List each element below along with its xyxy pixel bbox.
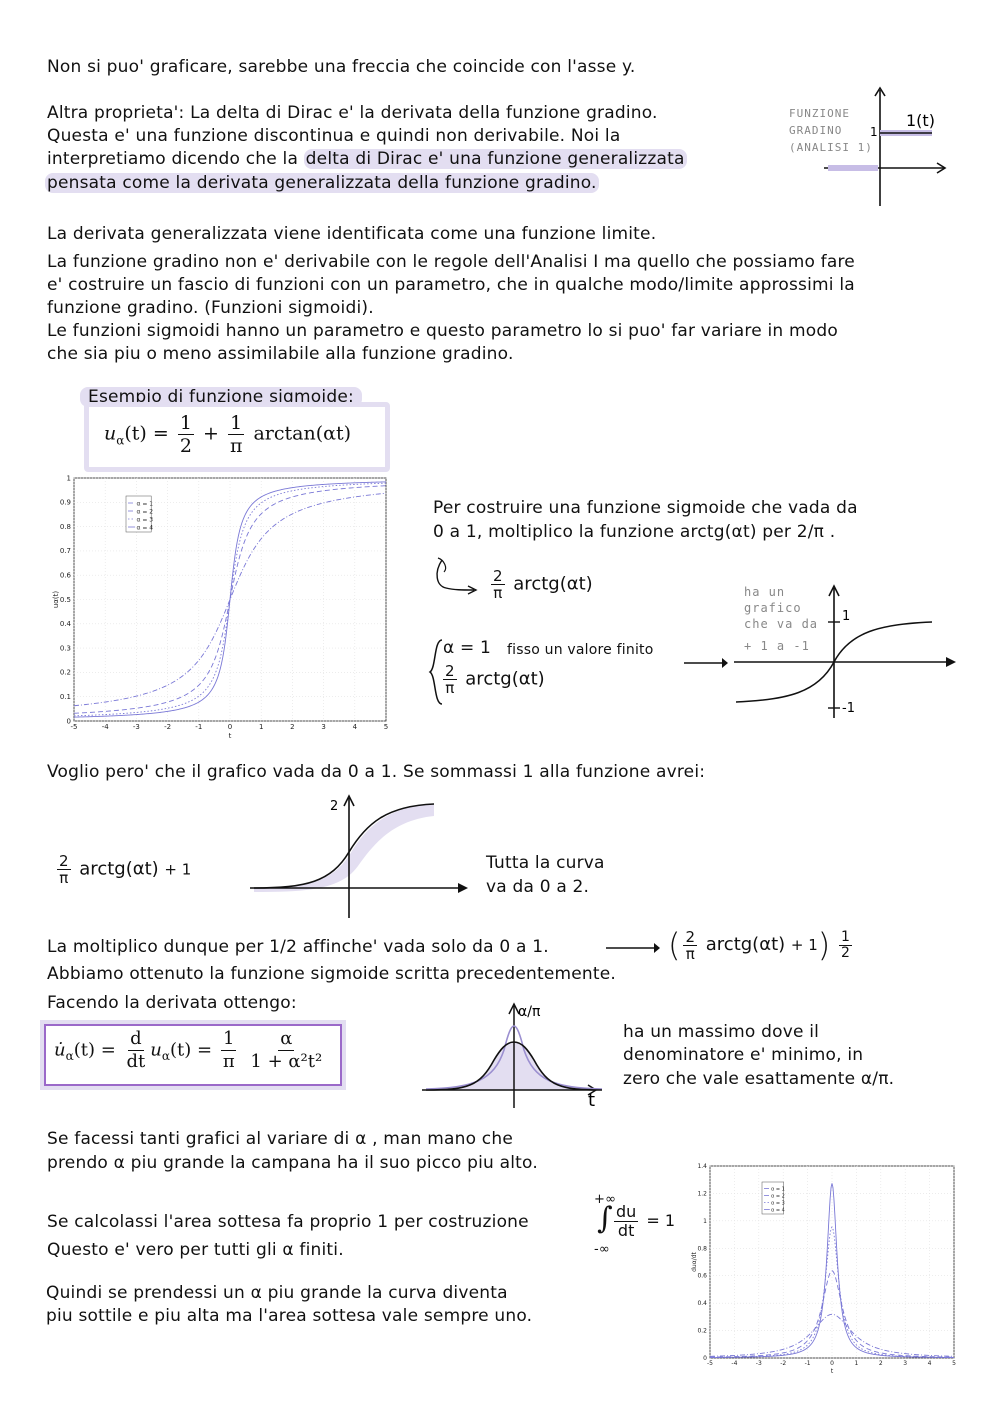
f2-mid2: (t) = xyxy=(170,1039,213,1061)
limit-line-5: Le funzioni sigmoidi hanno un parametro e questo parametro lo si puo' far variare in modo xyxy=(47,321,838,341)
f2-n2: α xyxy=(280,1028,293,1049)
step-fn-label: 1(t) xyxy=(906,111,935,130)
max-line-2: denominatore e' minimo, in xyxy=(623,1045,864,1065)
dirac-highlight-2: pensata come la derivata generalizzata della funzione gradino. xyxy=(47,173,597,193)
bell-t-label: t xyxy=(588,1090,596,1111)
du-n: du xyxy=(616,1202,637,1221)
frac-2-pi-a xyxy=(491,568,505,601)
f2-d1: π xyxy=(222,1051,235,1072)
arctg-graph xyxy=(728,582,960,722)
x-tick-label: -3 xyxy=(755,1360,762,1367)
derivative-formula xyxy=(54,1028,327,1073)
x-tick-label: -5 xyxy=(70,723,78,731)
f2-arg: (t) = xyxy=(73,1039,116,1061)
arctg-line-2: 0 a 1, moltiplico la funzione arctg(αt) per 2/π . xyxy=(433,522,836,542)
x-tick-label: 2 xyxy=(878,1360,883,1367)
integral-eq: = 1 xyxy=(646,1211,676,1230)
f2-dd: dt xyxy=(126,1051,146,1072)
half-expr: ( $\frac{2}{\pi}$ arctg(αt) + 1) $\frac{1}{2}$ xyxy=(668,926,850,964)
step-function-graph xyxy=(820,84,950,208)
integral-upper: +∞ xyxy=(594,1192,617,1207)
x-tick-label: 1 xyxy=(854,1360,859,1367)
f1-frac-2 xyxy=(228,412,245,457)
x-tick-label: 2 xyxy=(290,723,295,731)
tutta-line-2: va da 0 a 2. xyxy=(486,877,590,897)
bell-graph xyxy=(418,998,608,1110)
f2-frac-1 xyxy=(221,1028,237,1073)
two-label: 2 xyxy=(330,799,339,814)
frac-2-pi-c-d: π xyxy=(59,869,69,887)
side-note-2: grafico xyxy=(744,601,802,615)
note-funzione: FUNZIONE xyxy=(789,107,850,120)
two-over-pi-arctg-b xyxy=(440,663,545,696)
thin-line-2: piu sottile e piu alta ma l'area sottesa vale sempre uno. xyxy=(46,1306,533,1326)
f2-sub: α xyxy=(65,1049,74,1064)
x-tick-label: 5 xyxy=(952,1360,956,1367)
peak-line-1: Se facessi tanti grafici al variare di α , man mano che xyxy=(47,1129,513,1149)
y-tick-label: 0.9 xyxy=(59,498,71,507)
intro-line: Non si puo' graficare, sarebbe una freccia che coincide con l'asse y. xyxy=(47,57,636,77)
alpha-eq: α = 1 xyxy=(443,638,492,658)
plus-one-d: + 1 xyxy=(790,936,818,954)
f2-frac-d xyxy=(125,1028,148,1073)
y-tick-label: 0.2 xyxy=(697,1327,707,1335)
y-tick-label: 0.6 xyxy=(59,571,71,580)
x-tick-label: -1 xyxy=(804,1360,811,1367)
f1-n2: 1 xyxy=(230,412,243,434)
y-tick-label: 0.4 xyxy=(59,620,71,629)
limit-line-3: e' costruire un fascio di funzioni con un parametro, che in qualche modo/limite approssimi la xyxy=(47,275,855,295)
alpha-pi-label: α/π xyxy=(518,1004,541,1020)
frac-2-pi-c-n: 2 xyxy=(59,852,69,870)
derivative-chart xyxy=(684,1160,964,1378)
frac-2-pi-b-d: π xyxy=(445,679,455,697)
x-tick-label: 1 xyxy=(258,723,264,731)
frac-2-pi-d xyxy=(683,929,697,962)
plus-one-c: + 1 xyxy=(164,860,192,879)
side-note-1: ha un xyxy=(744,585,786,599)
dirac-line-3 xyxy=(47,148,687,171)
y-tick-label: 1.2 xyxy=(697,1190,707,1198)
legend-label: α = 3 xyxy=(136,516,154,524)
frac-2-pi-c xyxy=(57,853,71,886)
x-tick-label: -2 xyxy=(164,723,172,731)
x-tick-label: 3 xyxy=(321,723,326,731)
frac-2-pi-b-n: 2 xyxy=(445,662,455,680)
curved-arrow xyxy=(432,556,492,596)
frac-2-pi-a-n: 2 xyxy=(493,567,503,585)
side-note-3: che va da xyxy=(744,617,819,631)
max-line-1: ha un massimo dove il xyxy=(623,1022,820,1042)
frac-2-pi-b xyxy=(443,663,457,696)
y-tick-label: 0.8 xyxy=(697,1245,707,1253)
dt-d: dt xyxy=(617,1221,635,1240)
x-tick-label: 4 xyxy=(352,723,358,731)
x-tick-label: 3 xyxy=(903,1360,908,1367)
legend-label: α = 3 xyxy=(771,1200,785,1207)
sigmoid-0-2-graph xyxy=(246,790,476,922)
arctg-minus-one: -1 xyxy=(842,701,855,716)
side-note-4: + 1 a -1 xyxy=(744,639,810,653)
x-tick-label: -2 xyxy=(780,1360,787,1367)
sigmoid-chart xyxy=(44,470,394,745)
legend-label: α = 4 xyxy=(771,1207,785,1214)
du-dt-frac xyxy=(614,1203,638,1240)
half-d: 2 xyxy=(841,944,850,961)
f1-lhs: u xyxy=(104,422,117,445)
y-tick-label: 0 xyxy=(66,717,71,726)
f1-n1: 1 xyxy=(179,412,192,434)
integral-sign: ∫ xyxy=(597,1201,613,1236)
legend-label: α = 2 xyxy=(771,1193,785,1200)
y-tick-label: 0.7 xyxy=(59,547,71,556)
fisso-text: fisso un valore finito xyxy=(507,642,654,658)
x-tick-label: -4 xyxy=(101,723,109,731)
half-line-1: La moltiplico dunque per 1/2 affinche' vada solo da 0 a 1. xyxy=(47,937,549,957)
limit-line-4: funzione gradino. (Funzioni sigmoidi). xyxy=(47,298,374,318)
legend-label: α = 2 xyxy=(136,508,154,516)
x-axis-label: t xyxy=(228,732,232,740)
dirac-line-4 xyxy=(45,172,599,195)
x-tick-label: -3 xyxy=(132,723,140,731)
integral-lower: -∞ xyxy=(594,1242,610,1257)
step-one-label: 1 xyxy=(870,125,878,139)
arctg-b: arctg(αt) xyxy=(465,668,545,690)
max-line-3: zero che vale esattamente α/π. xyxy=(623,1069,895,1089)
arctg-a: arctg(αt) xyxy=(513,573,593,595)
note-analisi: (ANALISI 1) xyxy=(789,141,873,154)
dirac-line-2: Questa e' una funzione discontinua e quindi non derivabile. Noi la xyxy=(47,126,621,146)
limit-line-6: che sia piu o meno assimilabile alla funzione gradino. xyxy=(47,344,514,364)
x-tick-label: -5 xyxy=(707,1360,713,1367)
integral-body xyxy=(611,1203,675,1240)
sum-line: Voglio pero' che il grafico vada da 0 a 1. Se sommassi 1 alla funzione avrei: xyxy=(47,762,706,782)
y-tick-label: 0.8 xyxy=(59,522,71,531)
x-tick-label: -4 xyxy=(731,1360,738,1367)
f2-mid: u xyxy=(150,1039,162,1061)
f1-plus: + xyxy=(202,422,219,445)
legend-label: α = 4 xyxy=(136,524,154,532)
dirac-line-1: Altra proprieta': La delta di Dirac e' la derivata della funzione gradino. xyxy=(47,103,658,123)
f2-sub-2: α xyxy=(161,1049,170,1064)
arctg-plus-one-expr xyxy=(54,853,191,886)
arctg-d: arctg(αt) xyxy=(705,934,786,955)
tutta-line-1: Tutta la curva xyxy=(486,853,605,873)
arctg-c: arctg(αt) xyxy=(79,858,159,880)
f2-frac-2 xyxy=(248,1028,324,1073)
y-tick-label: 0.4 xyxy=(697,1300,707,1308)
right-arrow-2 xyxy=(604,940,660,956)
f1-tail: arctan(αt) xyxy=(253,422,352,445)
half-line-2: Abbiamo ottenuto la funzione sigmoide scritta precedentemente. xyxy=(47,964,617,984)
dirac-line-3a: interpretiamo dicendo che la xyxy=(47,149,304,169)
example-title-text: Esempio di funzione sigmoide: xyxy=(80,387,362,407)
y-tick-label: 1 xyxy=(66,474,71,483)
note-gradino: GRADINO xyxy=(789,124,843,137)
x-tick-label: -1 xyxy=(195,723,203,731)
frac-2-pi-d-d: π xyxy=(685,944,695,963)
frac-half xyxy=(839,930,852,961)
y-tick-label: 0.2 xyxy=(59,668,71,677)
x-tick-label: 0 xyxy=(830,1360,834,1367)
arctg-line-1: Per costruire una funzione sigmoide che vada da xyxy=(433,498,858,518)
half-n: 1 xyxy=(841,928,850,945)
two-over-pi-arctg xyxy=(488,568,593,601)
x-tick-label: 4 xyxy=(927,1360,932,1367)
f2-lhs: u̇ xyxy=(54,1039,66,1061)
y-tick-label: 0 xyxy=(703,1355,707,1362)
y-tick-label: 1.4 xyxy=(697,1163,707,1170)
right-arrow-1 xyxy=(682,655,728,671)
area-line-1: Se calcolassi l'area sottesa fa proprio 1 per costruzione xyxy=(47,1212,529,1232)
f2-n1: 1 xyxy=(223,1028,235,1049)
y-axis-label: duα/dt xyxy=(691,1252,699,1272)
x-tick-label: 5 xyxy=(383,723,389,731)
half-line-3: Facendo la derivata ottengo: xyxy=(47,993,297,1013)
arctg-plus-one: 1 xyxy=(842,609,851,624)
f1-sub: α xyxy=(116,433,125,448)
y-tick-label: 1 xyxy=(703,1217,707,1225)
f1-arg: (t) = xyxy=(124,422,169,445)
frac-2-pi-d-n: 2 xyxy=(685,927,696,946)
legend-label: α = 1 xyxy=(771,1186,785,1193)
y-tick-label: 0.6 xyxy=(697,1272,707,1280)
thin-line-1: Quindi se prendessi un α piu grande la curva diventa xyxy=(46,1283,508,1303)
f1-frac-1 xyxy=(178,412,194,457)
x-axis-label: t xyxy=(830,1368,834,1375)
area-line-2: Questo e' vero per tutti gli α finiti. xyxy=(47,1240,344,1260)
y-tick-label: 0.1 xyxy=(59,693,71,702)
y-axis-label: uα(t) xyxy=(51,590,60,609)
f1-d2: π xyxy=(229,435,243,457)
frac-2-pi-a-d: π xyxy=(493,584,503,602)
x-tick-label: 0 xyxy=(227,723,233,731)
y-tick-label: 0.3 xyxy=(59,644,71,653)
sigmoid-formula xyxy=(104,412,351,457)
dirac-highlight-1: delta di Dirac e' una funzione generalizzata xyxy=(305,149,685,169)
peak-line-2: prendo α piu grande la campana ha il suo picco piu alto. xyxy=(47,1153,538,1173)
y-tick-label: 0.5 xyxy=(59,595,71,604)
f1-d1: 2 xyxy=(179,435,192,457)
f2-dn: d xyxy=(130,1028,142,1049)
f2-d2: 1 + α²t² xyxy=(250,1051,323,1072)
limit-line-2: La funzione gradino non e' derivabile con le regole dell'Analisi I ma quello che possiamo fare xyxy=(47,252,855,272)
limit-line-1: La derivata generalizzata viene identificata come una funzione limite. xyxy=(47,224,657,244)
legend-label: α = 1 xyxy=(136,500,154,508)
